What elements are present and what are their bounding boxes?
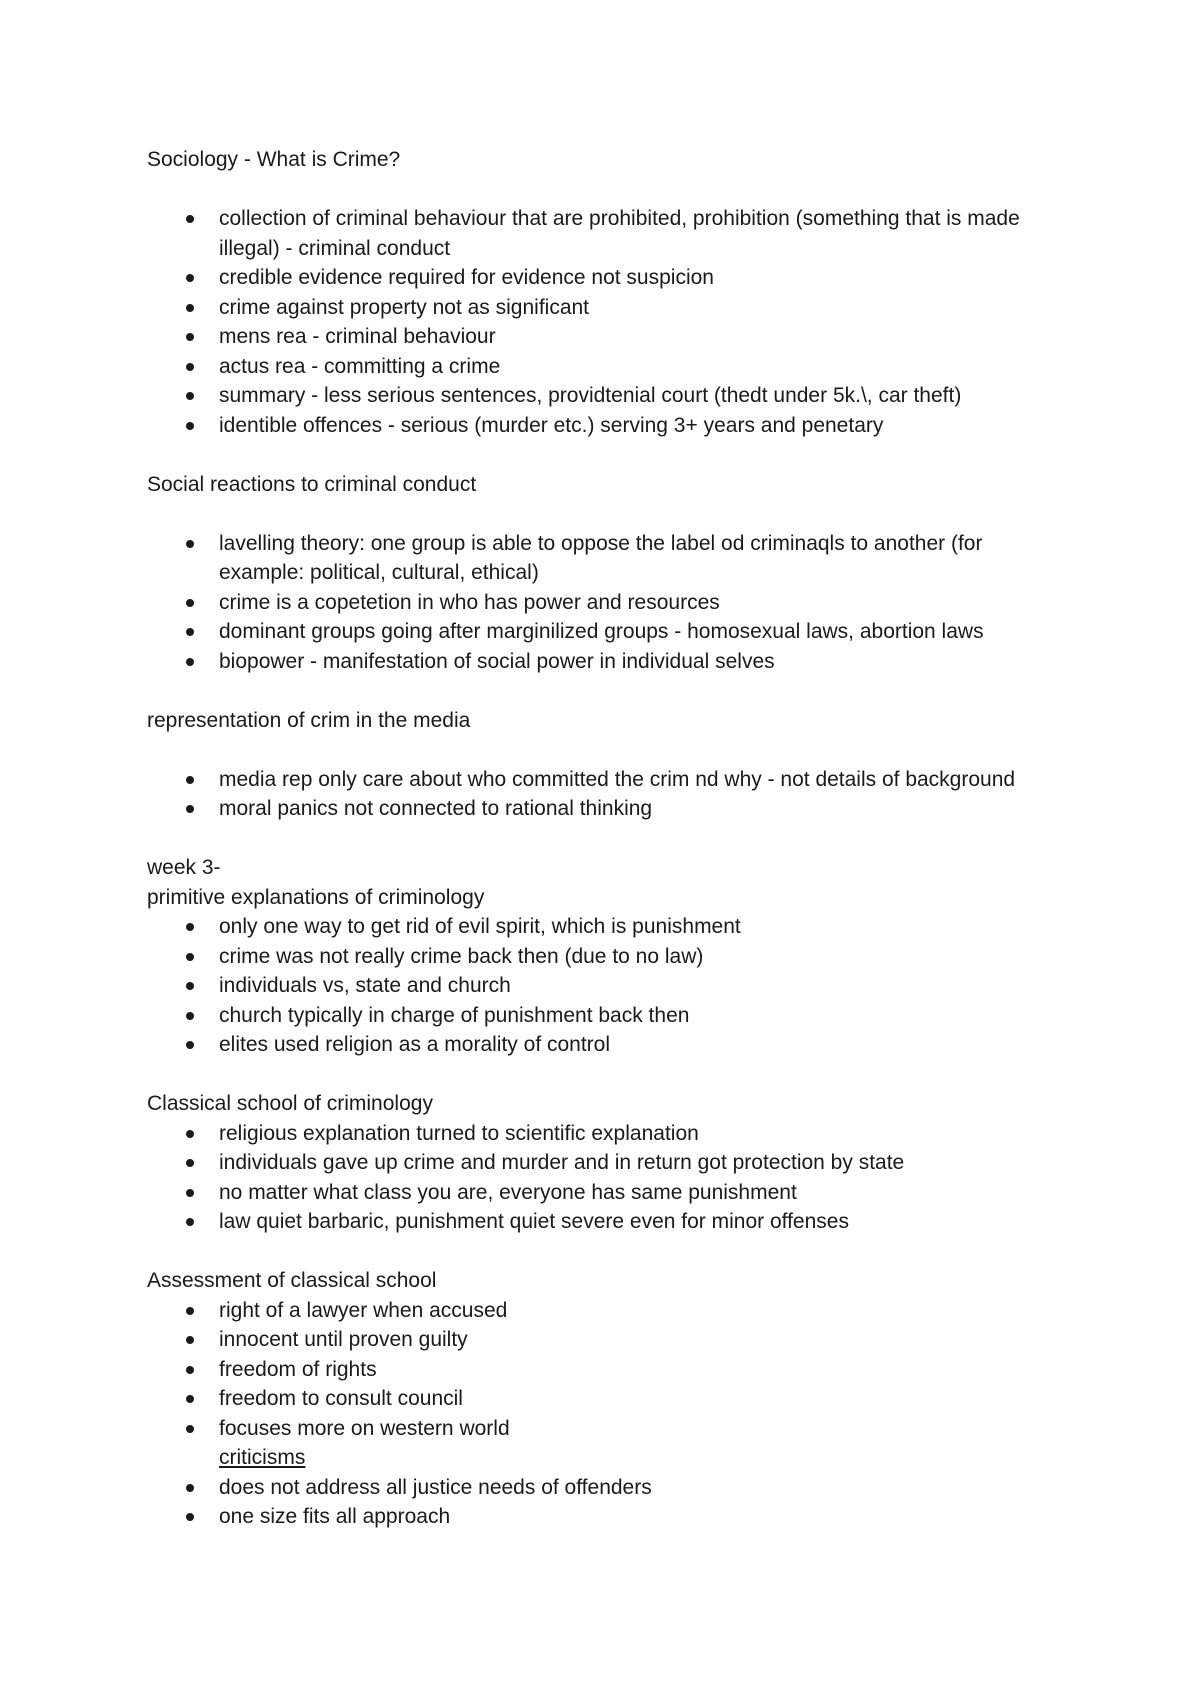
list-item: crime against property not as significant	[147, 293, 1047, 323]
section-heading: Social reactions to criminal conduct	[147, 472, 477, 496]
bullet-icon	[186, 776, 194, 784]
bullet-icon	[186, 1366, 194, 1374]
list-item: elites used religion as a morality of control	[147, 1030, 1047, 1060]
list-item: dominant groups going after marginilized groups - homosexual laws, abortion laws	[147, 617, 1047, 647]
list-item: mens rea - criminal behaviour	[147, 322, 1047, 352]
bullet-icon	[186, 1012, 194, 1020]
bullet-icon	[186, 422, 194, 430]
bullet-icon	[186, 1218, 194, 1226]
list-item: does not address all justice needs of offenders	[147, 1473, 1047, 1503]
bullet-list	[147, 1473, 1047, 1532]
list-item: one size fits all approach	[147, 1502, 1047, 1532]
list-item: lavelling theory: one group is able to oppose the label od criminaqls to another (for example: political, cultural, ethical)	[147, 529, 1047, 588]
bullet-icon	[186, 363, 194, 371]
list-item: biopower - manifestation of social power in individual selves	[147, 647, 1047, 677]
bullet-icon	[186, 1189, 194, 1197]
list-item: credible evidence required for evidence not suspicion	[147, 263, 1047, 293]
bullet-icon	[186, 953, 194, 961]
list-item: freedom of rights	[147, 1355, 1047, 1385]
list-item: only one way to get rid of evil spirit, which is punishment	[147, 912, 1047, 942]
list-item: media rep only care about who committed the crim nd why - not details of background	[147, 765, 1047, 795]
list-item: right of a lawyer when accused	[147, 1296, 1047, 1326]
bullet-list	[147, 204, 1047, 440]
list-item: law quiet barbaric, punishment quiet severe even for minor offenses	[147, 1207, 1047, 1237]
bullet-icon	[186, 1425, 194, 1433]
bullet-icon	[186, 274, 194, 282]
bullet-icon	[186, 1484, 194, 1492]
bullet-list	[147, 1296, 1047, 1444]
bullet-icon	[186, 1336, 194, 1344]
document-page	[147, 145, 1047, 1532]
criticisms-label: criticisms	[219, 1446, 306, 1469]
bullet-icon	[186, 658, 194, 666]
bullet-icon	[186, 1159, 194, 1167]
bullet-icon	[186, 628, 194, 636]
section-heading: Sociology - What is Crime?	[147, 148, 401, 171]
bullet-icon	[186, 1130, 194, 1138]
bullet-icon	[186, 599, 194, 607]
bullet-icon	[186, 805, 194, 813]
list-item: individuals vs, state and church	[147, 971, 1047, 1001]
list-item: religious explanation turned to scientific explanation	[147, 1119, 1047, 1149]
bullet-icon	[186, 982, 194, 990]
bullet-icon	[186, 1041, 194, 1049]
section-heading: representation of crim in the media	[147, 708, 471, 732]
list-item: summary - less serious sentences, providtenial court (thedt under 5k.\, car theft)	[147, 381, 1047, 411]
bullet-list	[147, 1119, 1047, 1237]
list-item: individuals gave up crime and murder and in return got protection by state	[147, 1148, 1047, 1178]
section-heading: Classical school of criminology	[147, 1092, 433, 1115]
bullet-icon	[186, 1307, 194, 1315]
section-heading: Assessment of classical school	[147, 1269, 437, 1292]
list-item: crime is a copetetion in who has power and resources	[147, 588, 1047, 618]
bullet-icon	[186, 304, 194, 312]
bullet-list	[147, 765, 1047, 824]
bullet-icon	[186, 1395, 194, 1403]
list-item: no matter what class you are, everyone has same punishment	[147, 1178, 1047, 1208]
bullet-icon	[186, 923, 194, 931]
list-item: church typically in charge of punishment back then	[147, 1001, 1047, 1031]
list-item: actus rea - committing a crime	[147, 352, 1047, 382]
list-item: identible offences - serious (murder etc.) serving 3+ years and penetary	[147, 411, 1047, 441]
bullet-list	[147, 529, 1047, 677]
list-item: innocent until proven guilty	[147, 1325, 1047, 1355]
week-label: week 3-	[147, 856, 221, 879]
bullet-icon	[186, 215, 194, 223]
list-item: focuses more on western world	[147, 1414, 1047, 1444]
section-heading: primitive explanations of criminology	[147, 885, 485, 909]
bullet-icon	[186, 392, 194, 400]
list-item: moral panics not connected to rational thinking	[147, 794, 1047, 824]
bullet-icon	[186, 333, 194, 341]
bullet-icon	[186, 1513, 194, 1521]
list-item: crime was not really crime back then (due to no law)	[147, 942, 1047, 972]
bullet-list	[147, 912, 1047, 1060]
list-item: freedom to consult council	[147, 1384, 1047, 1414]
bullet-icon	[186, 540, 194, 548]
list-item: collection of criminal behaviour that are prohibited, prohibition (something that is made illegal) - criminal conduct	[147, 204, 1047, 263]
